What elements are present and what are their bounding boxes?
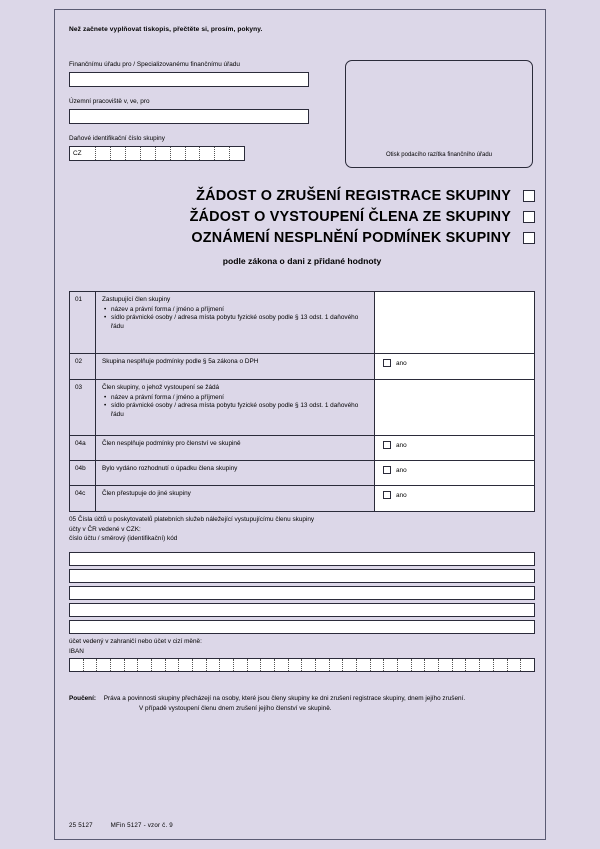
input-group-tax-id[interactable] <box>69 146 245 161</box>
iban-cell[interactable] <box>193 659 207 671</box>
checkbox-label: ano <box>396 467 407 474</box>
title-text: ŽÁDOST O ZRUŠENÍ REGISTRACE SKUPINY <box>196 188 511 204</box>
row-answer-field <box>374 461 534 485</box>
table-row <box>70 436 534 461</box>
iban-cell[interactable] <box>166 659 180 671</box>
tax-id-cell[interactable] <box>96 147 111 160</box>
iban-cell[interactable] <box>138 659 152 671</box>
iban-cell[interactable] <box>439 659 453 671</box>
tax-id-prefix: CZ <box>70 147 96 160</box>
iban-cell[interactable] <box>371 659 385 671</box>
tax-id-cell[interactable] <box>156 147 171 160</box>
iban-cell[interactable] <box>330 659 344 671</box>
pouceni-line2: V případě vystoupení členu dnem zrušení jejího členství ve skupině. <box>139 704 332 712</box>
form-table <box>69 291 535 512</box>
tax-id-cell[interactable] <box>230 147 244 160</box>
office-stamp-caption: Otisk podacího razítka finančního úřadu <box>385 152 493 158</box>
accounts-foreign-label: účet vedený v zahraničí nebo účet v cizí měně: <box>69 638 202 645</box>
tax-id-cell[interactable] <box>171 147 186 160</box>
input-account-1[interactable] <box>69 552 535 566</box>
iban-cell[interactable] <box>179 659 193 671</box>
iban-cell[interactable] <box>97 659 111 671</box>
row-title: Zastupující člen skupiny <box>102 296 171 303</box>
table-row <box>70 354 534 380</box>
checkbox-label: ano <box>396 442 407 449</box>
row-description <box>96 380 374 435</box>
row-description <box>96 292 374 353</box>
row-number: 02 <box>70 354 96 379</box>
tax-id-cell[interactable] <box>126 147 141 160</box>
checkbox-member-exit[interactable] <box>523 211 535 223</box>
iban-cell[interactable] <box>425 659 439 671</box>
checkbox-yes[interactable] <box>383 466 391 474</box>
title-text: ŽÁDOST O VYSTOUPENÍ ČLENA ZE SKUPINY <box>189 209 511 225</box>
tax-id-cell[interactable] <box>141 147 156 160</box>
iban-cell[interactable] <box>234 659 248 671</box>
checkbox-conditions-notice[interactable] <box>523 232 535 244</box>
row-title: Člen nesplňuje podmínky pro členství ve skupině <box>102 440 241 447</box>
iban-cell[interactable] <box>480 659 494 671</box>
checkbox-yes[interactable] <box>383 491 391 499</box>
input-territorial-office[interactable] <box>69 109 309 124</box>
table-row <box>70 292 534 354</box>
table-row <box>70 486 534 511</box>
iban-cell[interactable] <box>111 659 125 671</box>
iban-cell[interactable] <box>384 659 398 671</box>
iban-cell[interactable] <box>207 659 221 671</box>
form-footer <box>69 822 173 829</box>
iban-cell[interactable] <box>508 659 522 671</box>
iban-cell[interactable] <box>343 659 357 671</box>
iban-label: IBAN <box>69 648 84 655</box>
row-answer-field <box>374 436 534 460</box>
input-account-5[interactable] <box>69 620 535 634</box>
row-description <box>96 436 374 460</box>
pouceni-line1: Práva a povinnosti skupiny přecházejí na osoby, které jsou členy skupiny ke dni zrušení registrace skupiny, dnem jejího zrušení. <box>103 695 466 702</box>
iban-cell[interactable] <box>70 659 84 671</box>
checkbox-yes[interactable] <box>383 441 391 449</box>
footer-form-id: MFin 5127 - vzor č. 9 <box>110 822 173 829</box>
accounts-czk-label: účty v ČR vedené v CZK: <box>69 525 141 533</box>
iban-cell[interactable] <box>494 659 508 671</box>
footer-code: 25 5127 <box>69 822 93 829</box>
iban-cell[interactable] <box>289 659 303 671</box>
iban-cell[interactable] <box>412 659 426 671</box>
checkbox-label: ano <box>396 492 407 499</box>
iban-cell[interactable] <box>220 659 234 671</box>
row-answer-field[interactable] <box>374 292 534 353</box>
checkbox-cancel-registration[interactable] <box>523 190 535 202</box>
iban-cell[interactable] <box>453 659 467 671</box>
tax-id-cell[interactable] <box>186 147 201 160</box>
row-description <box>96 486 374 511</box>
row-number: 04a <box>70 436 96 460</box>
input-iban[interactable] <box>69 658 535 672</box>
row-description <box>96 354 374 379</box>
iban-cell[interactable] <box>521 659 534 671</box>
form-titles <box>69 186 535 249</box>
row-answer-field <box>374 354 534 379</box>
row-bullet: • sídlo právnické osoby / adresa místa pobytu fyzické osoby podle § 13 odst. 1 daňového řádu <box>111 314 368 331</box>
label-group-tax-id: Daňové identifikační číslo skupiny <box>69 135 165 142</box>
row-title: Bylo vydáno rozhodnutí o úpadku člena skupiny <box>102 465 238 472</box>
iban-cell[interactable] <box>84 659 98 671</box>
input-account-4[interactable] <box>69 603 535 617</box>
row-title: Člen přestupuje do jiné skupiny <box>102 490 191 497</box>
iban-cell[interactable] <box>125 659 139 671</box>
title-row-member-exit <box>69 207 535 228</box>
title-row-conditions-notice <box>69 228 535 249</box>
row-number: 04b <box>70 461 96 485</box>
checkbox-yes[interactable] <box>383 359 391 367</box>
row-number: 03 <box>70 380 96 435</box>
iban-cell[interactable] <box>398 659 412 671</box>
checkbox-label: ano <box>396 360 407 367</box>
tax-id-cell[interactable] <box>215 147 230 160</box>
accounts-heading: 05 Čísla účtů u poskytovatelů platebních služeb náležející vystupujícímu členu skupiny <box>69 516 315 523</box>
table-row <box>70 461 534 486</box>
title-row-cancel-registration <box>69 186 535 207</box>
label-tax-office: Finančnímu úřadu pro / Specializovanému finančnímu úřadu <box>69 61 240 68</box>
tax-id-cell[interactable] <box>111 147 126 160</box>
accounts-column-label: číslo účtu / směrový (identifikační) kód <box>69 535 178 543</box>
office-stamp-area <box>345 60 533 168</box>
row-number: 04c <box>70 486 96 511</box>
iban-cell[interactable] <box>466 659 480 671</box>
instructions-block <box>69 694 539 713</box>
row-bullet: • sídlo právnické osoby / adresa místa pobytu fyzické osoby podle § 13 odst. 1 daňového řádu <box>111 402 368 419</box>
iban-cell[interactable] <box>275 659 289 671</box>
iban-cell[interactable] <box>248 659 262 671</box>
input-account-2[interactable] <box>69 569 535 583</box>
input-account-3[interactable] <box>69 586 535 600</box>
accounts-section-heading <box>69 515 535 544</box>
row-bullet: • název a právní forma / jméno a příjmení <box>111 306 368 315</box>
row-title: Člen skupiny, o jehož vystoupení se žádá <box>102 384 220 391</box>
label-territorial-office: Územní pracoviště v, ve, pro <box>69 98 150 105</box>
row-title: Skupina nesplňuje podmínky podle § 5a zákona o DPH <box>102 358 259 365</box>
row-answer-field <box>374 486 534 511</box>
table-row <box>70 380 534 436</box>
pouceni-label: Poučení: <box>69 695 96 702</box>
instruction-text: Než začnete vyplňovat tiskopis, přečtěte si, prosím, pokyny. <box>69 26 263 33</box>
row-description <box>96 461 374 485</box>
tax-id-cell[interactable] <box>200 147 215 160</box>
iban-cell[interactable] <box>316 659 330 671</box>
form-subtitle: podle zákona o dani z přidané hodnoty <box>222 256 382 266</box>
iban-cell[interactable] <box>261 659 275 671</box>
title-text: OZNÁMENÍ NESPLNĚNÍ PODMÍNEK SKUPINY <box>191 230 511 246</box>
row-number: 01 <box>70 292 96 353</box>
row-answer-field[interactable] <box>374 380 534 435</box>
iban-cell[interactable] <box>152 659 166 671</box>
iban-cell[interactable] <box>357 659 371 671</box>
input-tax-office[interactable] <box>69 72 309 87</box>
row-bullet: • název a právní forma / jméno a příjmení <box>111 394 368 403</box>
iban-cell[interactable] <box>302 659 316 671</box>
form-sheet <box>54 9 546 840</box>
